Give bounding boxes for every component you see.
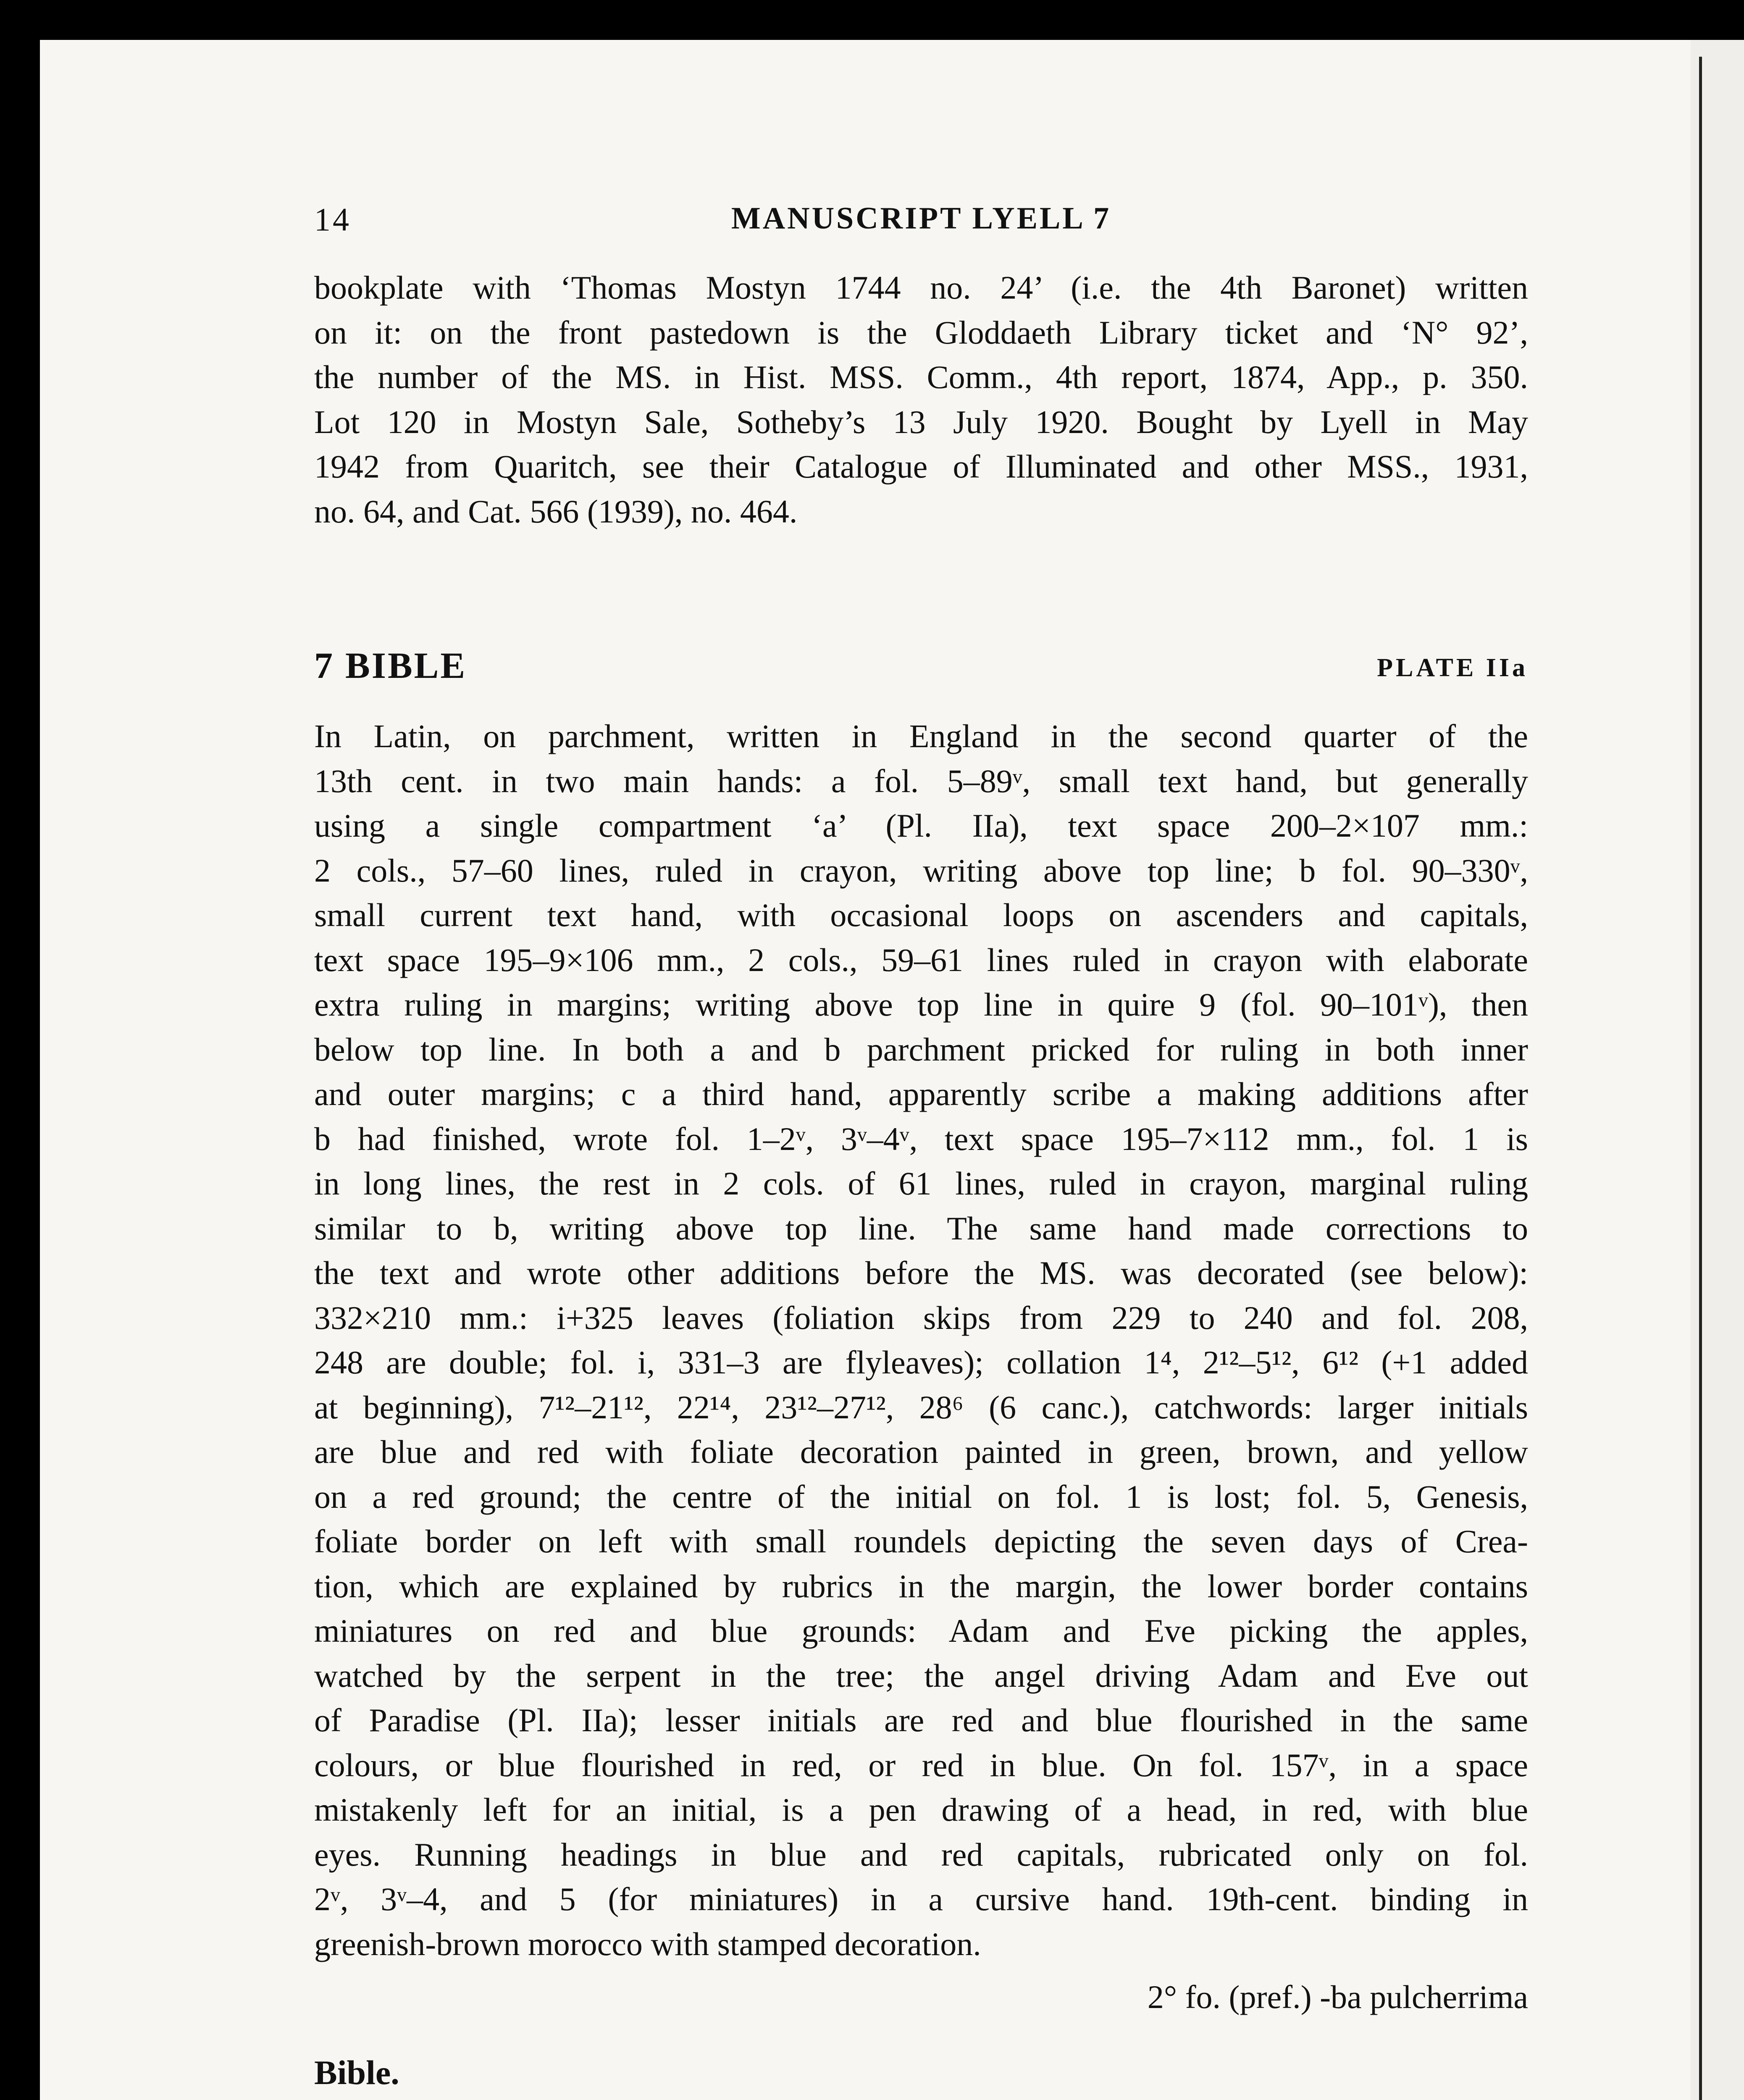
text-line: 1942 from Quaritch, see their Catalogue of Illuminated and other MSS., 1931, (314, 448, 1528, 485)
text-line: bookplate with ‘Thomas Mostyn 1744 no. 24’ (i.e. the 4th Baronet) written (314, 269, 1528, 306)
text-line: on it: on the front pastedown is the Gloddaeth Library ticket and ‘N° 92’, (314, 314, 1528, 351)
second-folio: 2° fo. (pref.) -ba pulcherrima (1147, 1979, 1528, 2015)
text-line: and outer margins; c a third hand, apparently scribe a making additions after (314, 1076, 1528, 1112)
running-head (314, 201, 1528, 251)
contents-heading: Bible. (314, 2053, 399, 2092)
page-right-edge (1691, 40, 1744, 2100)
text-line: using a single compartment ‘a’ (Pl. IIa), text space 200–2×107 mm.: (314, 807, 1528, 844)
entry-heading (314, 645, 1528, 695)
text-line: 13th cent. in two main hands: a fol. 5–89ᵛ, small text hand, but generally (314, 762, 1528, 799)
gutter-line (1699, 57, 1702, 2100)
text-line: the number of the MS. in Hist. MSS. Comm., 4th report, 1874, App., p. 350. (314, 359, 1528, 395)
text-line: below top line. In both a and b parchment pricked for ruling in both inner (314, 1031, 1528, 1068)
text-line: no. 64, and Cat. 566 (1939), no. 464. (314, 493, 798, 530)
text-line: tion, which are explained by rubrics in the margin, the lower border contains (314, 1567, 1528, 1604)
text-line: on a red ground; the centre of the initial on fol. 1 is lost; fol. 5, Genesis, (314, 1478, 1528, 1515)
description-paragraph (314, 714, 1528, 1966)
text-line: at beginning), 7¹²–21¹², 22¹⁴, 23¹²–27¹², 28⁶ (6 canc.), catchwords: larger initials (314, 1389, 1528, 1425)
text-line: b had finished, wrote fol. 1–2ᵛ, 3ᵛ–4ᵛ, text space 195–7×112 mm., fol. 1 is (314, 1120, 1528, 1157)
text-line: 248 are double; fol. i, 331–3 are flyleaves); collation 1⁴, 2¹²–5¹², 6¹² (+1 added (314, 1344, 1528, 1381)
intro-paragraph (314, 265, 1528, 534)
text-line: text space 195–9×106 mm., 2 cols., 59–61 lines ruled in crayon with elaborate (314, 941, 1528, 978)
text-line: 2 cols., 57–60 lines, ruled in crayon, writing above top line; b fol. 90–330ᵛ, (314, 852, 1528, 889)
text-line: 2ᵛ, 3ᵛ–4, and 5 (for miniatures) in a cursive hand. 19th-cent. binding in (314, 1881, 1528, 1917)
text-line: similar to b, writing above top line. The same hand made corrections to (314, 1210, 1528, 1247)
text-line: are blue and red with foliate decoration painted in green, brown, and yellow (314, 1433, 1528, 1470)
text-line: in long lines, the rest in 2 cols. of 61 lines, ruled in crayon, marginal ruling (314, 1165, 1528, 1202)
text-line: colours, or blue flourished in red, or red in blue. On fol. 157ᵛ, in a space (314, 1746, 1528, 1783)
running-title: MANUSCRIPT LYELL 7 (731, 201, 1111, 236)
text-line: Lot 120 in Mostyn Sale, Sotheby’s 13 July 1920. Bought by Lyell in May (314, 403, 1528, 440)
entry-title: 7 BIBLE (314, 646, 467, 686)
text-line: 332×210 mm.: i+325 leaves (foliation skips from 229 to 240 and fol. 208, (314, 1299, 1528, 1336)
page-number: 14 (314, 201, 351, 238)
text-line: eyes. Running headings in blue and red capitals, rubricated only on fol. (314, 1836, 1528, 1873)
text-line: miniatures on red and blue grounds: Adam and Eve picking the apples, (314, 1612, 1528, 1649)
text-line: the text and wrote other additions before the MS. was decorated (see below): (314, 1255, 1528, 1291)
text-line: small current text hand, with occasional loops on ascenders and capitals, (314, 897, 1528, 933)
text-line: of Paradise (Pl. IIa); lesser initials are red and blue flourished in the same (314, 1702, 1528, 1738)
text-line: foliate border on left with small roundels depicting the seven days of Crea- (314, 1523, 1528, 1559)
text-line: mistakenly left for an initial, is a pen drawing of a head, in red, with blue (314, 1791, 1528, 1828)
contents-heading-block (314, 2050, 1528, 2096)
text-line: greenish-brown morocco with stamped decoration. (314, 1925, 981, 1962)
text-line: watched by the serpent in the tree; the angel driving Adam and Eve out (314, 1657, 1528, 1694)
text-line: extra ruling in margins; writing above top line in quire 9 (fol. 90–101ᵛ), then (314, 986, 1528, 1023)
text-line: In Latin, on parchment, written in England in the second quarter of the (314, 718, 1528, 754)
plate-reference: PLATE IIa (1377, 654, 1528, 682)
